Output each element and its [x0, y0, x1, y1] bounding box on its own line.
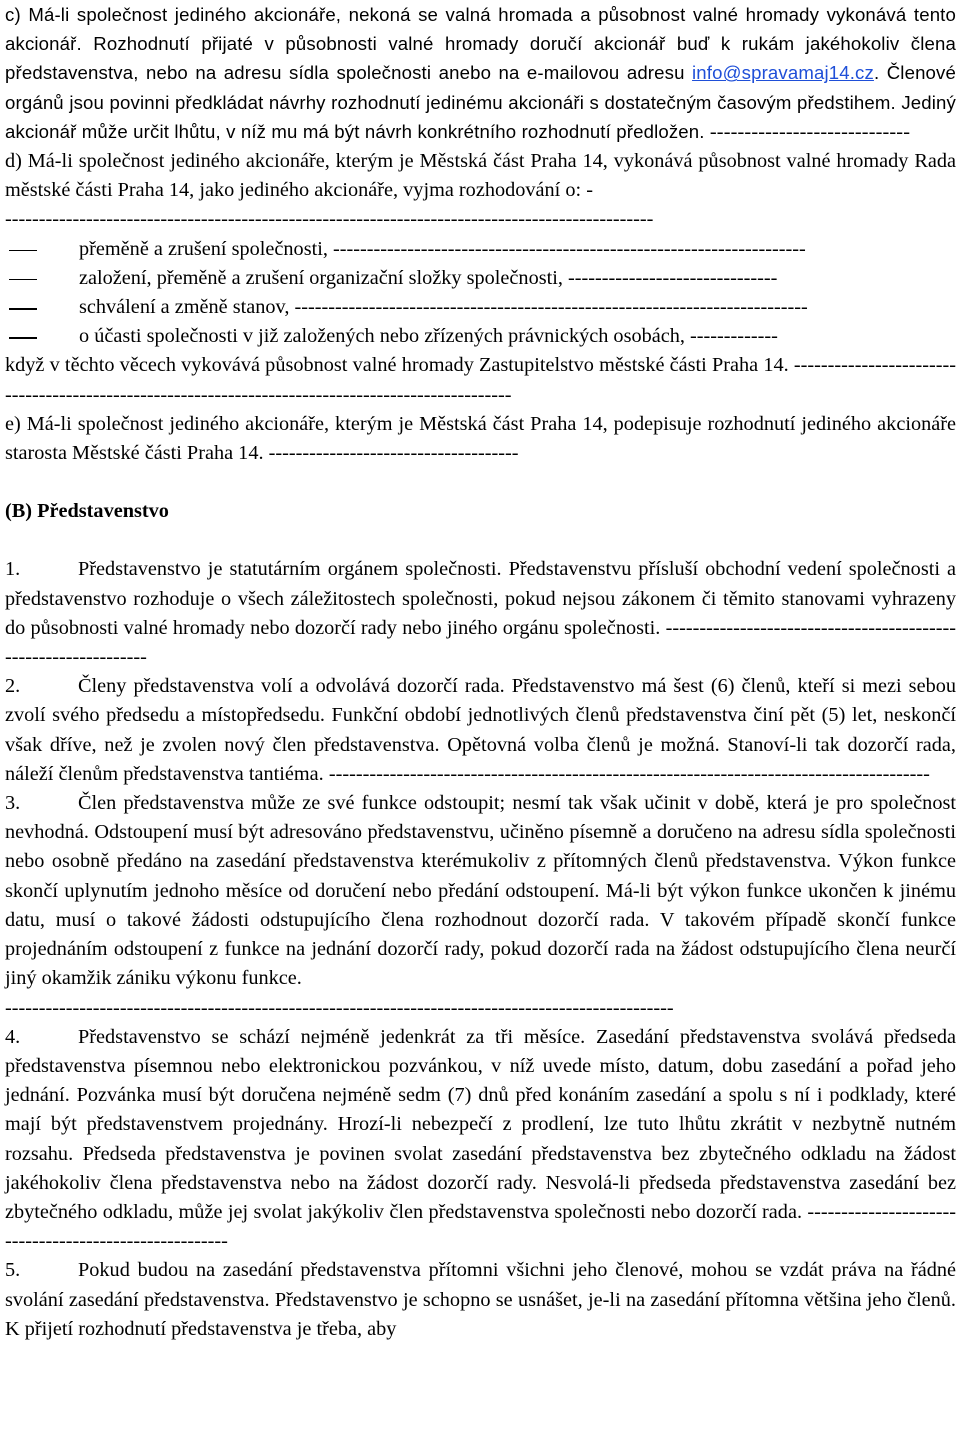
paragraph-number: 2. [5, 675, 21, 698]
paragraph-filler: ------------------------------------------------------- [5, 1200, 956, 1253]
paragraph-text: Pokud budou na zasedání představenstva přítomni všichni jeho členové, mohou se vzdát práva na řádné svolání zasedání představenstva. Představenstvo je schopno se usnášet, je-li na zasedání přítomna většina jeho členů. K přijetí rozhodnutí představenstva je třeba, aby [5, 1259, 956, 1340]
email-link[interactable]: info@spravamaj14.cz [692, 62, 874, 84]
section-e-paragraph [5, 410, 956, 468]
list-item: schválení a změně stanov, ---------------------------------------------------------------------------- [5, 293, 956, 322]
paragraph-5 [5, 1256, 956, 1344]
list-item: přeměně a zrušení společnosti, ---------------------------------------------------------------------- [5, 235, 956, 264]
paragraph-text: Představenstvo je statutárním orgánem společnosti. Představenstvu přísluší obchodní vedení společnosti a představenstvo rozhoduje o všech záležitostech společnosti, pokud nejsou zákonem či těmito stanovami vyhrazeny do působnosti valné hromady nebo dozorčí rady nebo jiného orgánu společnosti. [5, 558, 956, 639]
paragraph-number: 3. [5, 792, 21, 815]
paragraph-3 [5, 789, 956, 993]
section-e-filler: ------------------------------------- [268, 442, 519, 465]
paragraph-2 [5, 672, 956, 789]
section-e-text: e) Má-li společnost jediného akcionáře, kterým je Městská část Praha 14, podepisuje rozhodnutí jediného akcionáře starosta Městské části Praha 14. [5, 412, 956, 465]
paragraph-text: Členy představenstva volí a odvolává dozorčí rada. Představenstvo má šest (6) členů, kteří si mezi sebou zvolí svého předsedu a místopředsedu. Funkční období jednotlivých členů představenstva činí pět (5) let, neskončí však dříve, než je zvolen nový člen představenstva. Opětovná volba členů je možná. Stanoví-li tak dozorčí rada, náleží členům představenstva tantiéma. [5, 675, 956, 785]
section-c-text-a: c) Má-li společnost jediného akcionáře, nekoná se valná hromada a působnost valné hromady vykonává tento akcionář. Rozhodnutí přijaté v působnosti valné hromady doručí akcionář buď k rukám jakéhokoliv člena představenstva, nebo na adresu sídla společnosti anebo na e-mailovou adresu [5, 4, 956, 84]
section-c-text-b: . Členové orgánů jsou povinni předkládat návrhy rozhodnutí jedinému akcionáři s dostatečným časovým předstihem. Jediný akcionář může určit lhůtu, v níž mu má být návrh konkrétního rozhodnutí předložen. [5, 62, 956, 142]
section-c-filler: ----------------------------- [709, 120, 911, 143]
paragraph-filler: ---------------------------------------------------------------- [5, 616, 956, 669]
section-d-closing-text: když v těchto věcech vykovává působnost valné hromady Zastupitelstvo městské části Praha 14. [5, 354, 794, 377]
list-item: o účasti společnosti v již založených nebo zřízených právnických osobách, ------------- [5, 322, 956, 351]
paragraph-4 [5, 1023, 956, 1257]
paragraph-text: Člen představenstva může ze své funkce odstoupit; nesmí tak však učinit v době, která je pro společnost nevhodná. Odstoupení musí být adresováno představenstvu, učiněno písemně a doručeno na adresu sídla společnosti nebo osobně předáno na zasedání představenstva kterémukoliv z přítomných členů představenstva. Výkon funkce skončí uplynutím jednoho měsíce od doručení nebo předání odstoupení. Má-li být výkon funkce ukončen k jinému datu, musí o takové žádosti odstupujícího člena rozhodnout dozorčí rada. V takovém případě skončí funkce projednáním odstoupení z funkce na jednání dozorčí rady, pokud dozorčí rada na žádost odstupujícího člena neurčí jiný okamžik zániku výkonu funkce. [5, 792, 956, 990]
section-d-closing-filler: --------------------------------------------------------------------------------------------------- [5, 354, 956, 406]
section-b-heading: (B) Představenstvo [5, 500, 169, 523]
paragraph-text: Představenstvo se schází nejméně jedenkrát za tři měsíce. Zasedání představenstva svolává předseda představenstva písemnou nebo elektronickou pozvánkou, v níž uvede místo, datum, dobu zasedání a pořad jeho jednání. Pozvánka musí být doručena nejméně sedm (7) dnů před konáním zasedání a spolu s ní i podklady, které mají být představenstvem projednány. Hrozí-li nebezpečí z prodlení, lze tuto lhůtu zkrátit v nezbytně nutném rozsahu. Předseda představenstva je povinen svolat zasedání představenstva bez zbytečného odkladu na žádost jakéhokoliv člena představenstva nebo na žádost dozorčí rady. Nesvolá-li předseda představenstva zasedání bez zbytečného odkladu, může jej svolat jakýkoliv člen představenstva společnosti nebo dozorčí rada. [5, 1025, 956, 1223]
paragraph-number: 1. [5, 558, 21, 581]
section-d-closing [5, 351, 956, 409]
paragraph-number: 5. [5, 1259, 21, 1282]
paragraph-1 [5, 555, 956, 672]
list-item: založení, přeměně a zrušení organizační složky společnosti, ------------------------------- [5, 264, 956, 293]
section-d-intro [5, 147, 956, 205]
paragraph-filler: --------------------------------------------------------------------------------------------------- [5, 996, 674, 1019]
paragraph-number: 4. [5, 1025, 21, 1048]
section-c-paragraph [5, 0, 956, 147]
section-d-exceptions-list [5, 235, 956, 352]
section-d-intro-text: d) Má-li společnost jediného akcionáře, kterým je Městská část Praha 14, vykonává působnost valné hromady Rada městské části Praha 14, jako jediného akcionáře, vyjma rozhodování o: - [5, 150, 956, 202]
section-d-filler-line: ------------------------------------------------------------------------------------------------ [5, 208, 654, 231]
paragraph-filler: ----------------------------------------------------------------------------------------- [328, 762, 930, 785]
